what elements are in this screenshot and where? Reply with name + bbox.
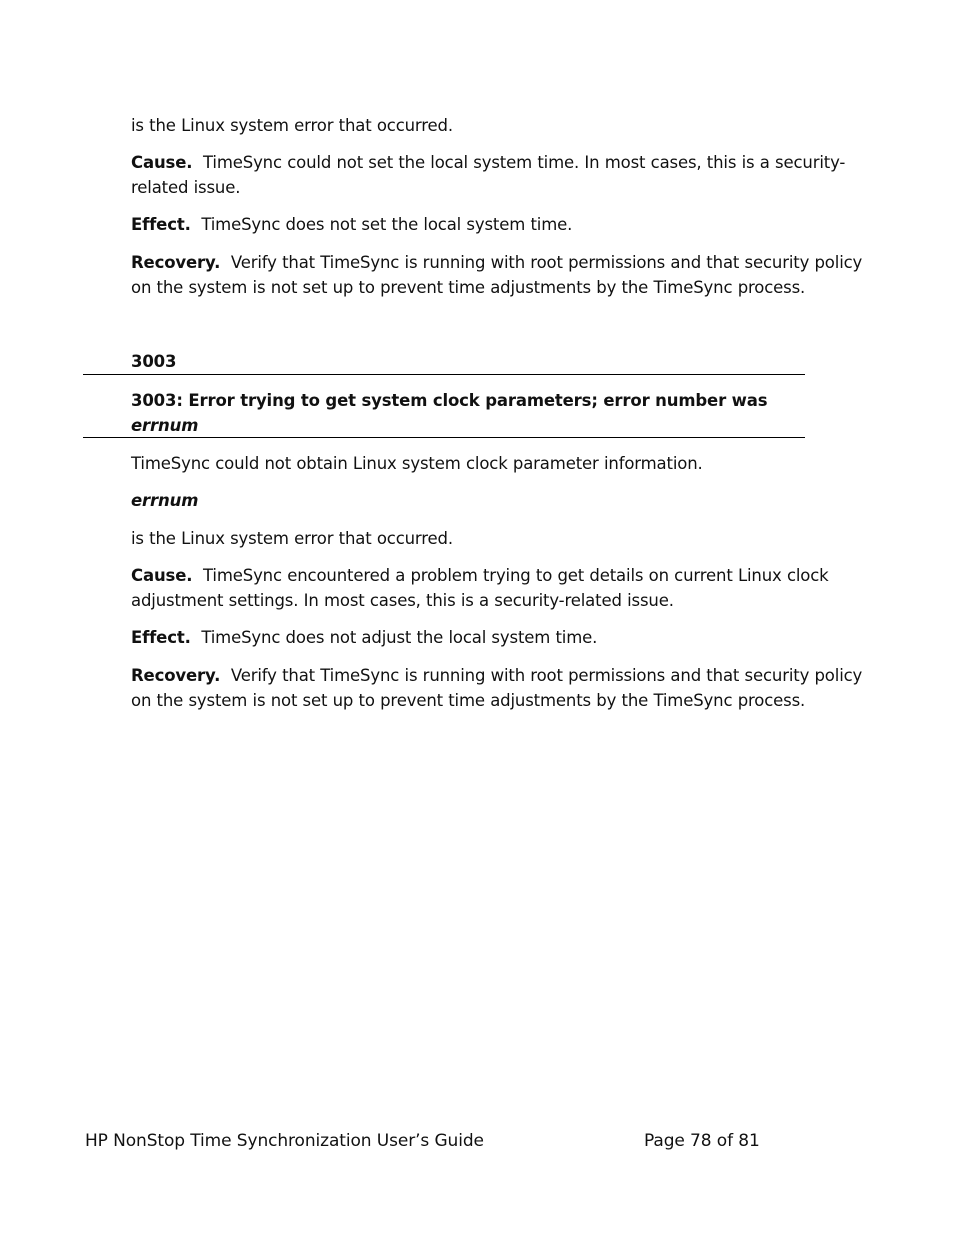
recovery-label: Recovery. [131, 253, 221, 272]
cause-text-2: TimeSync encountered a problem trying to get details on current Linux clock adjustment settings. In most cases, this is a security-related issue. [131, 566, 829, 610]
error-title-var: errnum [131, 416, 199, 435]
cause-label: Cause. [131, 153, 193, 172]
variable-name: errnum [131, 491, 199, 510]
footer-page-number: Page 78 of 81 [644, 1131, 760, 1151]
effect-paragraph [131, 212, 866, 237]
cause-label-2: Cause. [131, 566, 193, 585]
heading-rule-bottom [83, 437, 805, 438]
error-title [131, 388, 811, 438]
recovery-label-2: Recovery. [131, 666, 221, 685]
error-description: TimeSync could not obtain Linux system clock parameter information. [131, 454, 703, 473]
error-title-text: 3003: Error trying to get system clock parameters; error number was [131, 391, 768, 410]
variable-description: is the Linux system error that occurred. [131, 529, 453, 548]
effect-text: TimeSync does not set the local system time. [201, 215, 573, 234]
cause-text: TimeSync could not set the local system time. In most cases, this is a security-related issue. [131, 153, 846, 197]
recovery-paragraph-2 [131, 663, 866, 713]
effect-label-2: Effect. [131, 628, 191, 647]
cause-paragraph-2 [131, 563, 866, 613]
recovery-text-2: Verify that TimeSync is running with root permissions and that security policy on the system is not set up to prevent time adjustments by the TimeSync process. [131, 666, 863, 710]
recovery-paragraph [131, 250, 866, 300]
cause-paragraph [131, 150, 866, 200]
effect-text-2: TimeSync does not adjust the local system time. [201, 628, 598, 647]
effect-label: Effect. [131, 215, 191, 234]
intro-text: is the Linux system error that occurred. [131, 116, 453, 135]
effect-paragraph-2 [131, 625, 866, 650]
error-number-heading: 3003 [131, 352, 177, 371]
recovery-text: Verify that TimeSync is running with root permissions and that security policy on the system is not set up to prevent time adjustments by the TimeSync process. [131, 253, 863, 297]
heading-rule-top [83, 374, 805, 375]
footer-doc-title: HP NonStop Time Synchronization User’s Guide [85, 1131, 484, 1151]
